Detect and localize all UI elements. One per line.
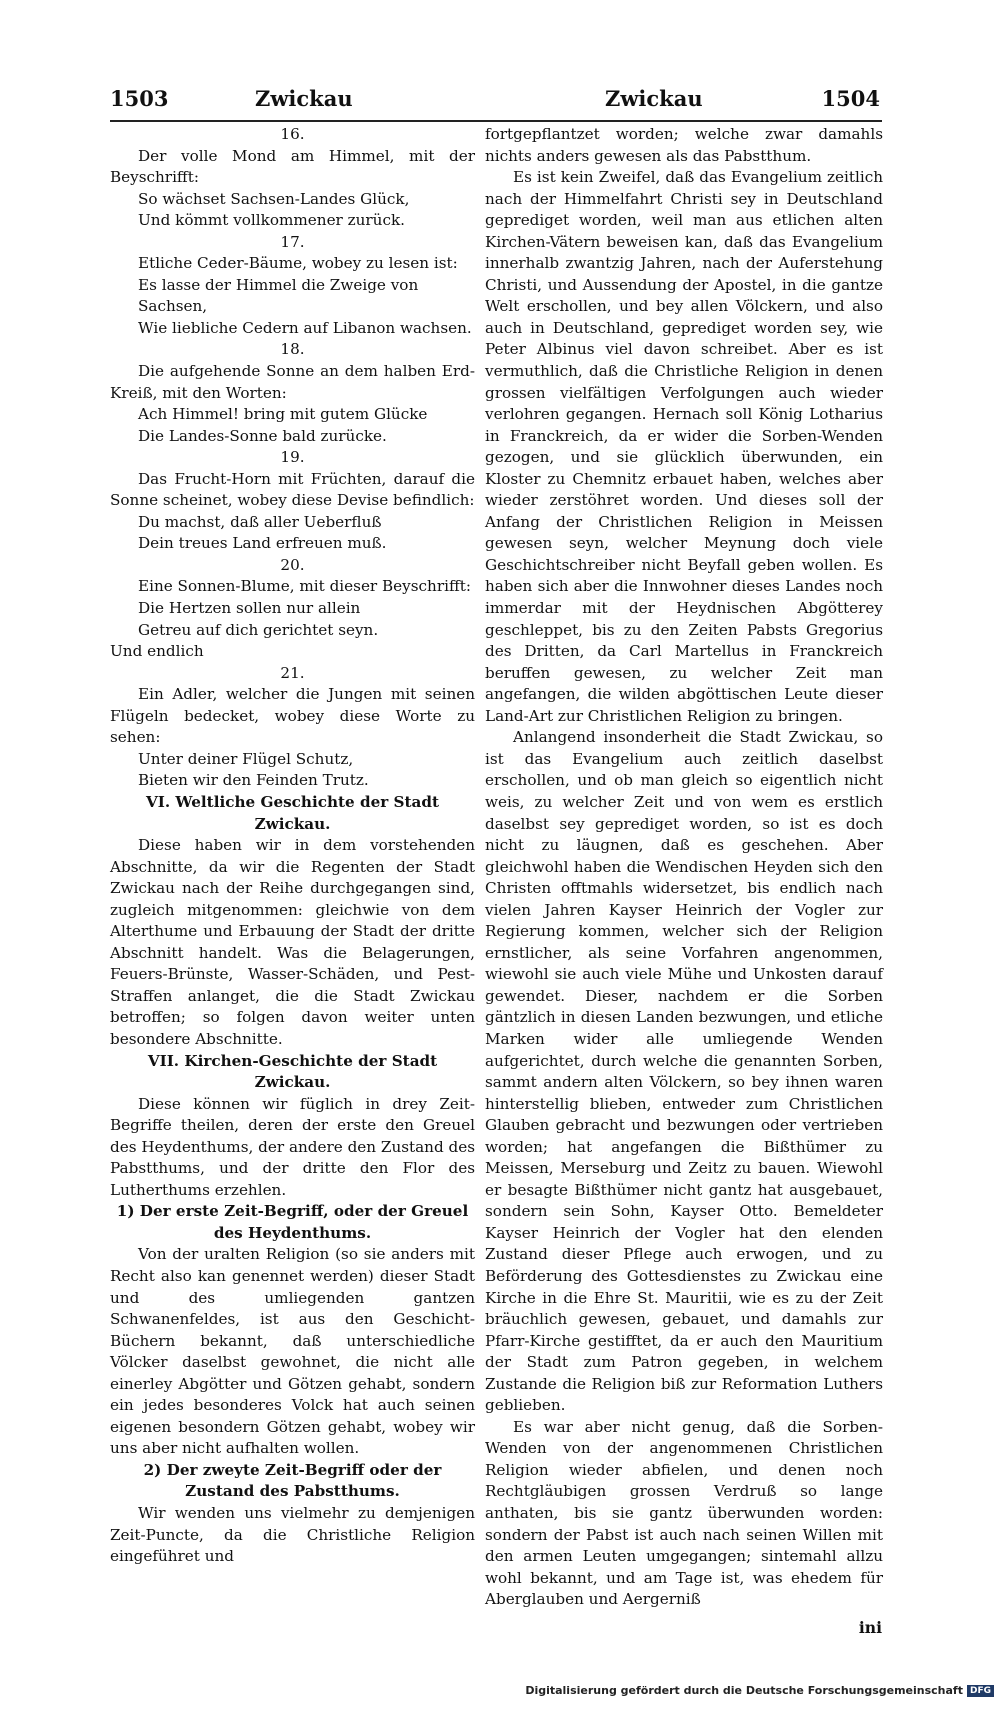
text-block-para: Eine Sonnen-Blume, mit dieser Beyschrifft:: [138, 577, 471, 596]
text-block-verse: Getreu auf dich gerichtet seyn.: [138, 620, 379, 639]
text-block-para: Ein Adler, welcher die Jungen mit seinen Flügeln bedecket, wobey diese Worte zu sehen:: [110, 685, 475, 747]
text-block-num: 16.: [280, 125, 305, 143]
text-block-para: Der volle Mond am Himmel, mit der Beyschrifft:: [110, 146, 475, 187]
text-block-heading: 1) Der erste Zeit-Begriff, oder der Greuel des Heydenthums.: [116, 1202, 469, 1242]
running-head-left: Zwickau: [255, 86, 353, 111]
text-block-para: Wir wenden uns vielmehr zu demjenigen Zeit-Puncte, da die Christliche Religion eingeführet und: [110, 1504, 475, 1566]
text-block-verse: Bieten wir den Feinden Trutz.: [138, 771, 369, 790]
text-block-num: 18.: [280, 340, 305, 359]
left-column: [110, 124, 475, 1568]
text-block-para: Von der uralten Religion (so sie anders mit Recht also kan genennet werden) dieser Stadt und des umliegenden gantzen Schwanenfeldes, ist aus den Geschicht-Büchern bekannt, daß unterschiedliche Völcker daselbst gewohnet, die nicht alle einerley Abgötter und Götzen gehabt, sondern ein jedes besonderes Volck hat auch seinen eigenen besondern Götzen gehabt, wobey wir uns aber nicht aufhalten wollen.: [110, 1245, 475, 1458]
text-block-verse: Unter deiner Flügel Schutz,: [138, 749, 354, 768]
text-block-para: Diese haben wir in dem vorstehenden Abschnitte, da wir die Regenten der Stadt Zwickau nach der Reihe durchgegangen sind, zugleich mitgenommen: gleichwie von dem Alterthume und Erbauung der Stadt der dritte Abschnitt handelt. Was die Belagerungen, Feuers-Brünste, Wasser-Schäden, und Pest-Straffen anlanget, die die Stadt Zwickau betroffen; so folgen davon weiter unten besondere Abschnitte.: [110, 836, 475, 1048]
text-block-verse: Wie liebliche Cedern auf Libanon wachsen.: [138, 318, 472, 337]
text-block-para: Etliche Ceder-Bäume, wobey zu lesen ist:: [138, 254, 458, 273]
text-block-num: 19.: [280, 448, 305, 467]
text-block-para: Die aufgehende Sonne an dem halben Erd-Kreiß, mit den Worten:: [110, 362, 475, 402]
text-block-verse: Und kömmt vollkommener zurück.: [138, 211, 406, 230]
footer-text: Digitalisierung gefördert durch die Deutsche Forschungsgemeinschaft: [525, 1684, 963, 1697]
text-block-para: Es ist kein Zweifel, daß das Evangelium zeitlich nach der Himmelfahrt Christi sey in Deutschland geprediget worden, weil man aus etlichen alten Kirchen-Vätern beweisen kan, daß das Evangelium innerhalb zwantzig Jahren, nach der Auferstehung Christi, und Aussendung der Apostel, in die gantze Welt erschollen, und bey allen Völckern, und also auch in Deutschland, geprediget worden sey, wie Peter Albinus viel davon schreibet. Aber es ist vermuthlich, daß die Christliche Religion in denen grossen vielfältigen Verfolgungen auch wieder verlohren gegangen. Hernach soll König Lotharius in Franckreich, da er wider die Sorben-Wenden gezogen, und sie glücklich überwunden, ein Kloster zu Chemnitz erbauet haben, welches aber wieder zerstöhret worden. Und dieses soll der Anfang der Christlichen Religion in Meissen gewesen seyn, welcher Meynung doch viele Geschichtschreiber nicht Beyfall geben wollen. Es haben sich aber die Innwohner dieses Landes noch immerdar mit der Heydnischen Abgötterey geschleppet, bis zu den Zeiten Pabsts Gregorius des Dritten, da Carl Martellus in Franckreich beruffen gewesen, zu welcher Zeit man angefangen, die wilden abgöttischen Leute dieser Land-Art zur Christlichen Religion zu bringen.: [485, 168, 883, 725]
right-column: [485, 124, 883, 1611]
page-number-right: 1504: [821, 86, 880, 111]
text-block-para: Das Frucht-Horn mit Früchten, darauf die Sonne scheinet, wobey diese Devise befindlich:: [110, 469, 475, 510]
page-header: [110, 86, 880, 116]
text-block-verse: Du machst, daß aller Ueberfluß: [138, 512, 382, 531]
text-block-verse: Ach Himmel! bring mit gutem Glücke: [138, 405, 428, 424]
catchword: ini: [858, 1618, 882, 1637]
text-block-verse: Es lasse der Himmel die Zweige von Sachsen,: [138, 275, 419, 316]
page-number-left: 1503: [110, 86, 169, 111]
text-block-num: 21.: [280, 663, 305, 682]
text-block-verse: Die Hertzen sollen nur allein: [138, 599, 361, 618]
running-head-right: Zwickau: [605, 86, 703, 111]
text-block-plain: fortgepflantzet worden; welche zwar damahls nichts anders gewesen als das Pabstthum.: [485, 125, 883, 165]
text-block-verse: Dein treues Land erfreuen muß.: [138, 534, 387, 553]
text-block-verse: Die Landes-Sonne bald zurücke.: [138, 426, 387, 445]
text-block-heading: VII. Kirchen-Geschichte der Stadt Zwickau.: [147, 1051, 438, 1092]
digitization-footer: [525, 1684, 994, 1697]
text-block-para: Diese können wir füglich in drey Zeit-Begriffe theilen, deren der erste den Greuel des Heydenthums, der andere den Zustand des Pabstthums, und der dritte den Flor des Lutherthums erzehlen.: [110, 1094, 476, 1199]
text-block-para: Es war aber nicht genug, daß die Sorben-Wenden von der angenommenen Christlichen Religion wieder abfielen, und denen noch Rechtgläubigen grossen Verdruß so lange anthaten, bis sie gantz überwunden worden: sondern der Pabst ist auch nach seinen Willen mit den armen Leuten umgegangen; sintemahl allzu wohl bekannt, und am Tage ist, was ehedem für Aberglauben und Aergerniß: [485, 1417, 883, 1609]
text-block-heading: VI. Weltliche Geschichte der Stadt Zwickau.: [145, 792, 440, 833]
text-block-num: 17.: [280, 232, 305, 251]
text-block-num: 20.: [280, 555, 305, 574]
text-block-plain: Und endlich: [110, 642, 204, 661]
header-rule: [110, 120, 882, 122]
text-block-verse: So wächset Sachsen-Landes Glück,: [138, 189, 410, 208]
text-block-heading: 2) Der zweyte Zeit-Begriff oder der Zustand des Pabstthums.: [143, 1460, 442, 1501]
dfg-logo: DFG: [967, 1685, 994, 1697]
text-block-para: Anlangend insonderheit die Stadt Zwickau, so ist das Evangelium auch zeitlich daselbst erschollen, und ob man gleich so eigentlich nicht weis, zu welcher Zeit und von wem es erstlich daselbst sey geprediget worden, so ist es doch nicht zu läugnen, daß es geschehen. Aber gleichwohl haben die Wendischen Heyden sich den Christen offtmahls widersetzet, bis endlich nach vielen Jahren Kayser Heinrich der Vogler zur Regierung kommen, welcher sich der Religion ernstlicher, als seine Vorfahren angenommen, wiewohl sie auch viele Mühe und Unkosten darauf gewendet. Dieser, nachdem er die Sorben gäntzlich in diesen Landen bezwungen, und etliche Marken wider alle umliegende Wenden aufgerichtet, durch welche die genannten Sorben, sammt andern alten Völckern, so bey ihnen waren hinterstellig blieben, entweder zum Christlichen Glauben gebracht und bezwungen oder vertrieben worden; hat angefangen die Bißthümer zu Meissen, Merseburg und Zeitz zu bauen. Wiewohl er besagte Bißthümer nicht gantz hat ausgebauet, sondern sein Sohn, Kayser Otto. Bemeldeter Kayser Heinrich der Vogler hat den elenden Zustand dieser Pflege auch erwogen, und zu Beförderung des Gottesdienstes zu Zwickau eine Kirche in die Ehre St. Mauritii, wie es zu der Zeit bräuchlich gewesen, gebauet, und damahls zur Pfarr-Kirche gestifftet, da er auch den Mauritium der Stadt zum Patron gegeben, in welchem Zustande die Religion biß zur Reformation Luthers geblieben.: [485, 728, 883, 1415]
